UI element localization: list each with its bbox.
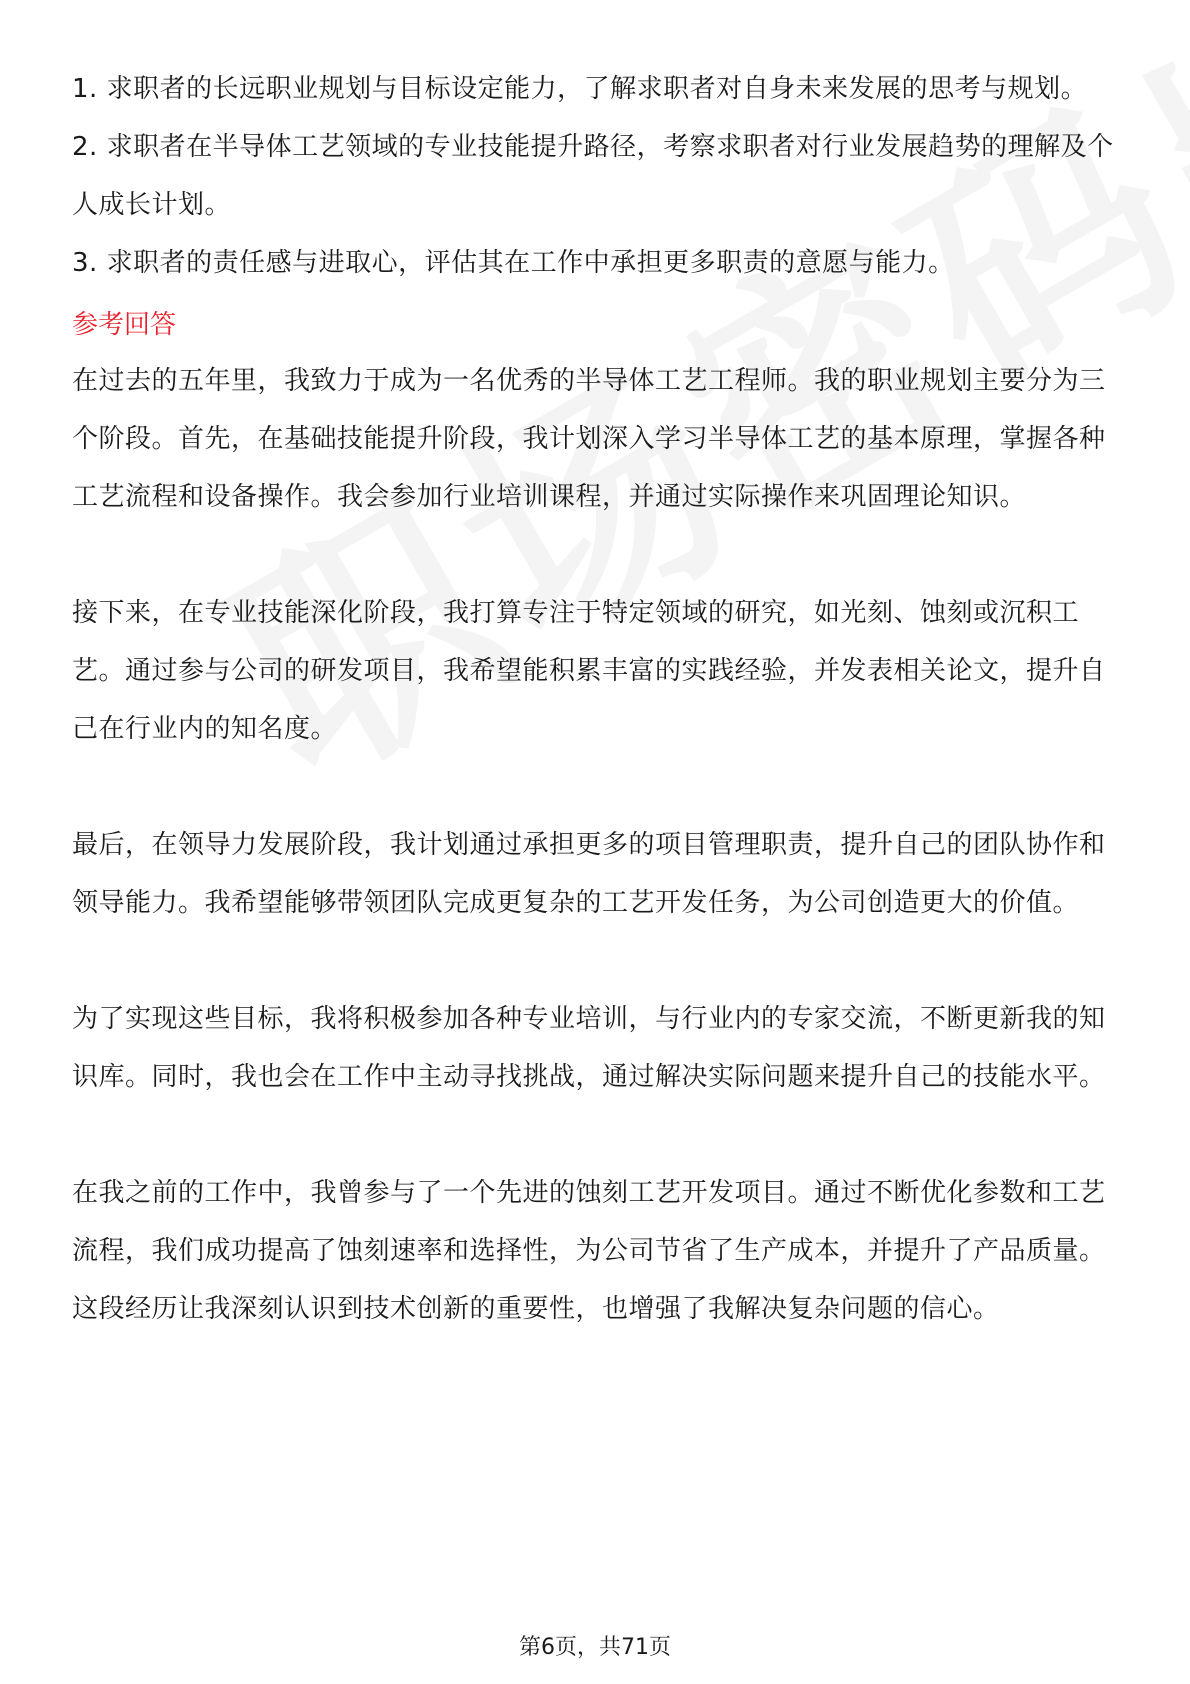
paragraph-gap [72,758,1118,816]
list-item-1: 1. 求职者的长远职业规划与目标设定能力，了解求职者对自身未来发展的思考与规划。 [72,74,1088,104]
list-item-2: 2. 求职者在半导体工艺领域的专业技能提升路径，考察求职者对行业发展趋势的理解及个人成长计划。 [72,132,1114,220]
list-item-3: 3. 求职者的责任感与进取心，评估其在工作中承担更多职责的意愿与能力。 [72,248,955,278]
answer-paragraph-2: 接下来，在专业技能深化阶段，我打算专注于特定领域的研究，如光刻、蚀刻或沉积工艺。通过参与公司的研发项目，我希望能积累丰富的实践经验，并发表相关论文，提升自己在行业内的知名度。 [72,598,1106,744]
paragraph-gap [72,526,1118,584]
answer-paragraph-3: 最后，在领导力发展阶段，我计划通过承担更多的项目管理职责，提升自己的团队协作和领导能力。我希望能够带领团队完成更复杂的工艺开发任务，为公司创造更大的价值。 [72,830,1106,918]
answer-paragraph-5: 在我之前的工作中，我曾参与了一个先进的蚀刻工艺开发项目。通过不断优化参数和工艺流程，我们成功提高了蚀刻速率和选择性，为公司节省了生产成本，并提升了产品质量。这段经历让我深刻认识到技术创新的重要性，也增强了我解决复杂问题的信心。 [72,1178,1106,1324]
paragraph-gap [72,932,1118,990]
answer-paragraph-4: 为了实现这些目标，我将积极参加各种专业培训，与行业内的专家交流，不断更新我的知识库。同时，我也会在工作中主动寻找挑战，通过解决实际问题来提升自己的技能水平。 [72,1004,1106,1092]
answer-paragraph-1: 在过去的五年里，我致力于成为一名优秀的半导体工艺工程师。我的职业规划主要分为三个阶段。首先，在基础技能提升阶段，我计划深入学习半导体工艺的基本原理，掌握各种工艺流程和设备操作。我会参加行业培训课程，并通过实际操作来巩固理论知识。 [72,366,1106,512]
paragraph-gap [72,1106,1118,1164]
section-title-reference-answer: 参考回答 [72,310,177,340]
page-content [72,60,1118,1338]
page-number-footer: 第6页，共71页 [519,1635,671,1660]
